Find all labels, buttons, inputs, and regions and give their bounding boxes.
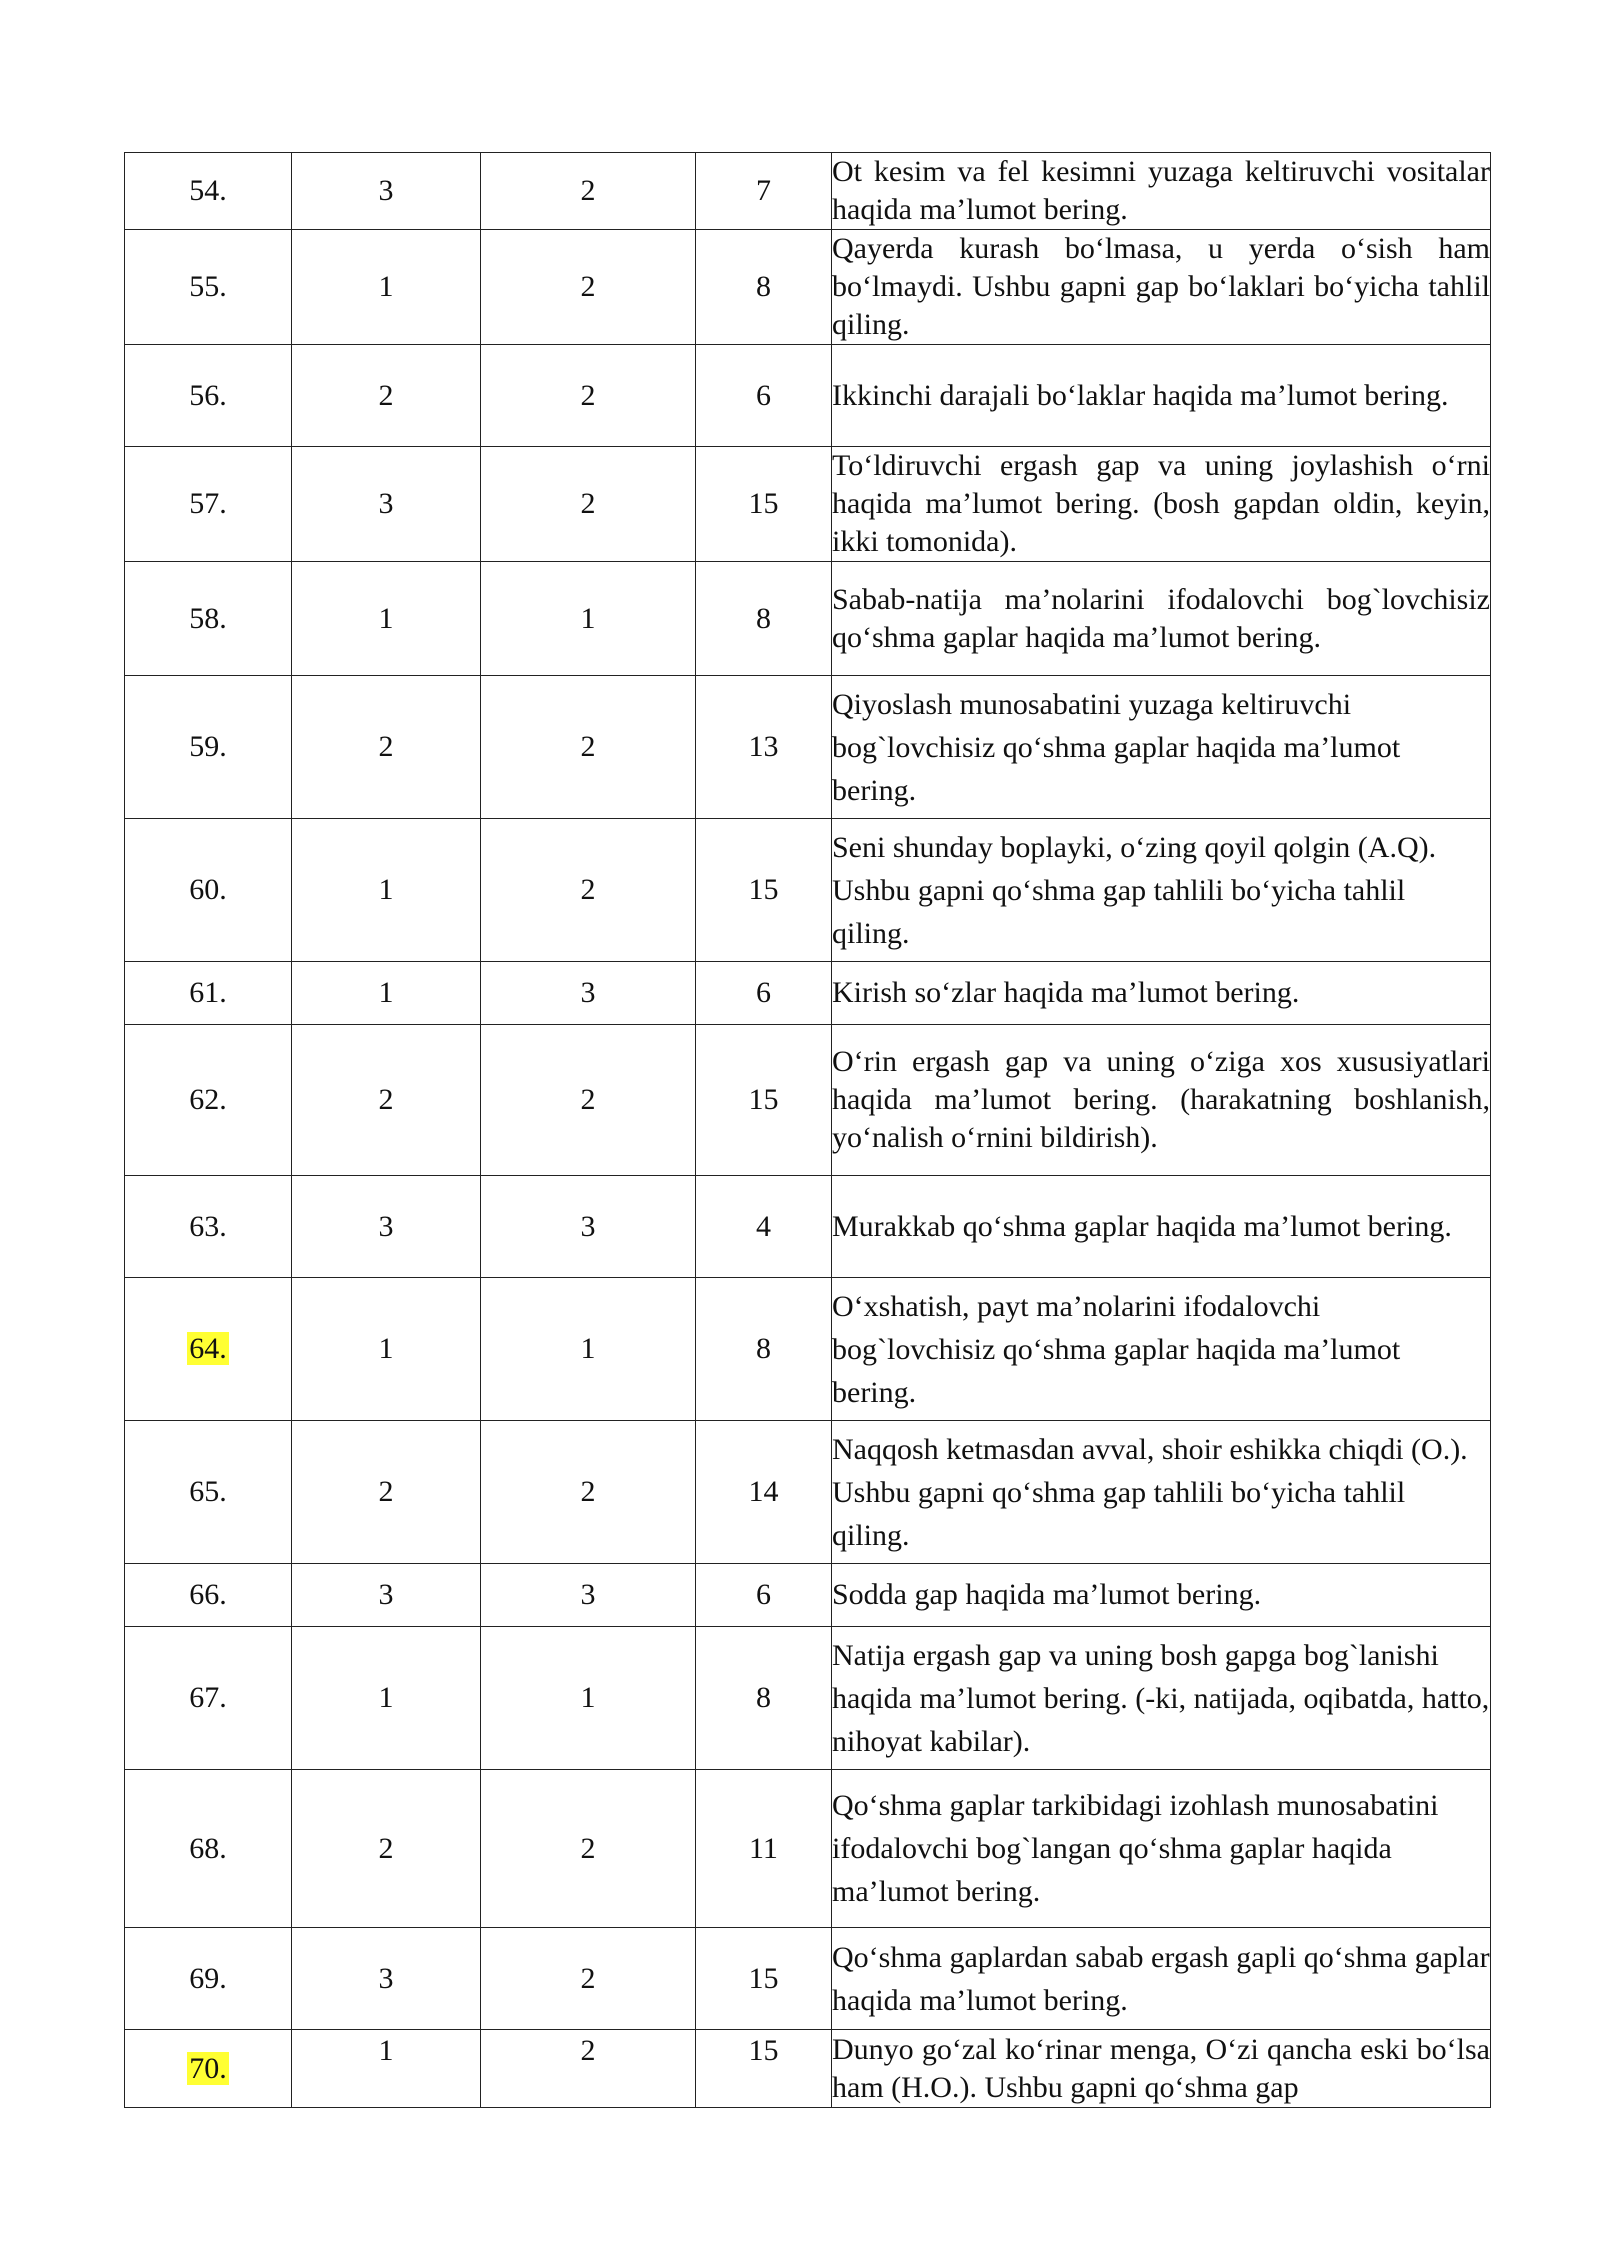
value-cell-b: 3 [481, 1564, 696, 1627]
row-number: 59. [189, 730, 227, 763]
row-number-cell [125, 345, 292, 447]
table-row [125, 562, 1491, 676]
table-row [125, 345, 1491, 447]
value-cell-b: 2 [481, 1928, 696, 2030]
value-cell-c: 15 [696, 447, 832, 562]
row-number-cell [125, 1770, 292, 1928]
value-cell-c: 15 [696, 1928, 832, 2030]
value-cell-c: 6 [696, 962, 832, 1025]
value-cell-c: 8 [696, 230, 832, 345]
value-cell-b: 1 [481, 562, 696, 676]
row-number: 55. [189, 270, 227, 303]
row-number: 56. [189, 378, 227, 412]
question-text: Qiyoslash munosabatini yuzaga keltiruvchi bog`lovchisiz qo‘shma gaplar haqida ma’lumot bering. [832, 676, 1491, 819]
row-number: 61. [189, 976, 227, 1009]
row-number-cell [125, 1564, 292, 1627]
value-cell-a: 2 [292, 1025, 481, 1176]
value-cell-c: 14 [696, 1421, 832, 1564]
row-number-cell [125, 676, 292, 819]
value-cell-b: 2 [481, 345, 696, 447]
row-number-cell [125, 1627, 292, 1770]
table-row [125, 1176, 1491, 1278]
question-text: Dunyo go‘zal ko‘rinar menga, O‘zi qancha eski bo‘lsa ham (H.O.). Ushbu gapni qo‘shma gap [832, 2030, 1491, 2108]
value-cell-b: 2 [481, 447, 696, 562]
row-number: 68. [189, 1831, 227, 1865]
value-cell-a: 2 [292, 1421, 481, 1564]
table-row [125, 1770, 1491, 1928]
value-cell-c: 8 [696, 562, 832, 676]
row-number: 58. [189, 601, 227, 635]
value-cell-a: 1 [292, 1278, 481, 1421]
value-cell-b: 2 [481, 230, 696, 345]
value-cell-b: 1 [481, 1627, 696, 1770]
value-cell-a: 3 [292, 447, 481, 562]
highlighted-row-number: 70. [189, 2051, 227, 2085]
value-cell-c: 6 [696, 345, 832, 447]
row-number: 63. [189, 1209, 227, 1243]
question-text: Qayerda kurash bo‘lmasa, u yerda o‘sish ham bo‘lmaydi. Ushbu gapni gap bo‘laklari bo‘yicha tahlil qiling. [832, 230, 1491, 345]
table-row [125, 676, 1491, 819]
value-cell-c: 15 [696, 819, 832, 962]
value-cell-a: 1 [292, 819, 481, 962]
row-number: 65. [189, 1475, 227, 1508]
question-text: Qo‘shma gaplardan sabab ergash gapli qo‘shma gaplar haqida ma’lumot bering. [832, 1928, 1491, 2030]
row-number-cell [125, 1025, 292, 1176]
value-cell-a: 2 [292, 345, 481, 447]
row-number-cell [125, 562, 292, 676]
question-text: Naqqosh ketmasdan avval, shoir eshikka chiqdi (O.). Ushbu gapni qo‘shma gap tahlili bo‘yicha tahlil qiling. [832, 1421, 1491, 1564]
value-cell-b: 2 [481, 153, 696, 230]
question-text: O‘rin ergash gap va uning o‘ziga xos xususiyatlari haqida ma’lumot bering. (harakatning boshlanish, yo‘nalish o‘rnini bildirish). [832, 1025, 1491, 1176]
value-cell-a: 3 [292, 1928, 481, 2030]
value-cell-c: 4 [696, 1176, 832, 1278]
question-text: O‘xshatish, payt ma’nolarini ifodalovchi bog`lovchisiz qo‘shma gaplar haqida ma’lumot bering. [832, 1278, 1491, 1421]
row-number-cell [125, 1176, 292, 1278]
value-cell-a: 1 [292, 562, 481, 676]
questions-table [124, 152, 1491, 2108]
question-text: Murakkab qo‘shma gaplar haqida ma’lumot bering. [832, 1176, 1491, 1278]
row-number-cell [125, 447, 292, 562]
value-cell-b: 2 [481, 676, 696, 819]
table-row [125, 447, 1491, 562]
question-text: Natija ergash gap va uning bosh gapga bog`lanishi haqida ma’lumot bering. (-ki, natijada, oqibatda, hatto, nihoyat kabilar). [832, 1627, 1491, 1770]
row-number-cell [125, 1928, 292, 2030]
value-cell-c: 7 [696, 153, 832, 230]
table-row [125, 230, 1491, 345]
question-text: Sabab-natija ma’nolarini ifodalovchi bog`lovchisiz qo‘shma gaplar haqida ma’lumot bering. [832, 562, 1491, 676]
value-cell-b: 2 [481, 1025, 696, 1176]
row-number-cell [125, 819, 292, 962]
question-text: Sodda gap haqida ma’lumot bering. [832, 1564, 1491, 1627]
value-cell-a: 1 [292, 962, 481, 1025]
value-cell-b: 3 [481, 1176, 696, 1278]
row-number: 67. [189, 1681, 227, 1714]
value-cell-c: 8 [696, 1278, 832, 1421]
question-text: Qo‘shma gaplar tarkibidagi izohlash munosabatini ifodalovchi bog`langan qo‘shma gaplar haqida ma’lumot bering. [832, 1770, 1491, 1928]
value-cell-b: 3 [481, 962, 696, 1025]
row-number-cell [125, 962, 292, 1025]
value-cell-b: 1 [481, 1278, 696, 1421]
value-cell-b: 2 [481, 1421, 696, 1564]
row-number-cell [125, 153, 292, 230]
value-cell-c: 15 [696, 2030, 832, 2108]
row-number: 57. [189, 487, 227, 520]
row-number: 62. [189, 1083, 227, 1116]
row-number: 60. [189, 873, 227, 906]
value-cell-c: 11 [696, 1770, 832, 1928]
value-cell-a: 2 [292, 1770, 481, 1928]
value-cell-a: 3 [292, 1564, 481, 1627]
row-number: 54. [189, 174, 227, 207]
value-cell-c: 6 [696, 1564, 832, 1627]
row-number-cell [125, 2030, 292, 2108]
highlighted-row-number: 64. [189, 1332, 227, 1365]
value-cell-a: 2 [292, 676, 481, 819]
table-row [125, 1627, 1491, 1770]
table-row [125, 962, 1491, 1025]
question-text: Kirish so‘zlar haqida ma’lumot bering. [832, 962, 1491, 1025]
question-text: Ikkinchi darajali bo‘laklar haqida ma’lumot bering. [832, 345, 1491, 447]
row-number: 69. [189, 1961, 227, 1995]
value-cell-c: 15 [696, 1025, 832, 1176]
table-row [125, 1278, 1491, 1421]
value-cell-c: 13 [696, 676, 832, 819]
table-row [125, 1564, 1491, 1627]
row-number-cell [125, 1278, 292, 1421]
question-text: To‘ldiruvchi ergash gap va uning joylashish o‘rni haqida ma’lumot bering. (bosh gapdan oldin, keyin, ikki tomonida). [832, 447, 1491, 562]
value-cell-a: 3 [292, 153, 481, 230]
value-cell-a: 1 [292, 1627, 481, 1770]
value-cell-c: 8 [696, 1627, 832, 1770]
table-row [125, 1025, 1491, 1176]
value-cell-b: 2 [481, 819, 696, 962]
question-text: Seni shunday boplayki, o‘zing qoyil qolgin (A.Q). Ushbu gapni qo‘shma gap tahlili bo‘yicha tahlil qiling. [832, 819, 1491, 962]
value-cell-a: 1 [292, 230, 481, 345]
question-text: Ot kesim va fel kesimni yuzaga keltiruvchi vositalar haqida ma’lumot bering. [832, 153, 1491, 230]
table-row [125, 1928, 1491, 2030]
value-cell-a: 1 [292, 2030, 481, 2108]
table-row [125, 153, 1491, 230]
row-number-cell [125, 230, 292, 345]
value-cell-b: 2 [481, 2030, 696, 2108]
row-number-cell [125, 1421, 292, 1564]
value-cell-b: 2 [481, 1770, 696, 1928]
row-number: 66. [189, 1578, 227, 1611]
table-row [125, 1421, 1491, 1564]
table-row [125, 2030, 1491, 2108]
value-cell-a: 3 [292, 1176, 481, 1278]
table-row [125, 819, 1491, 962]
